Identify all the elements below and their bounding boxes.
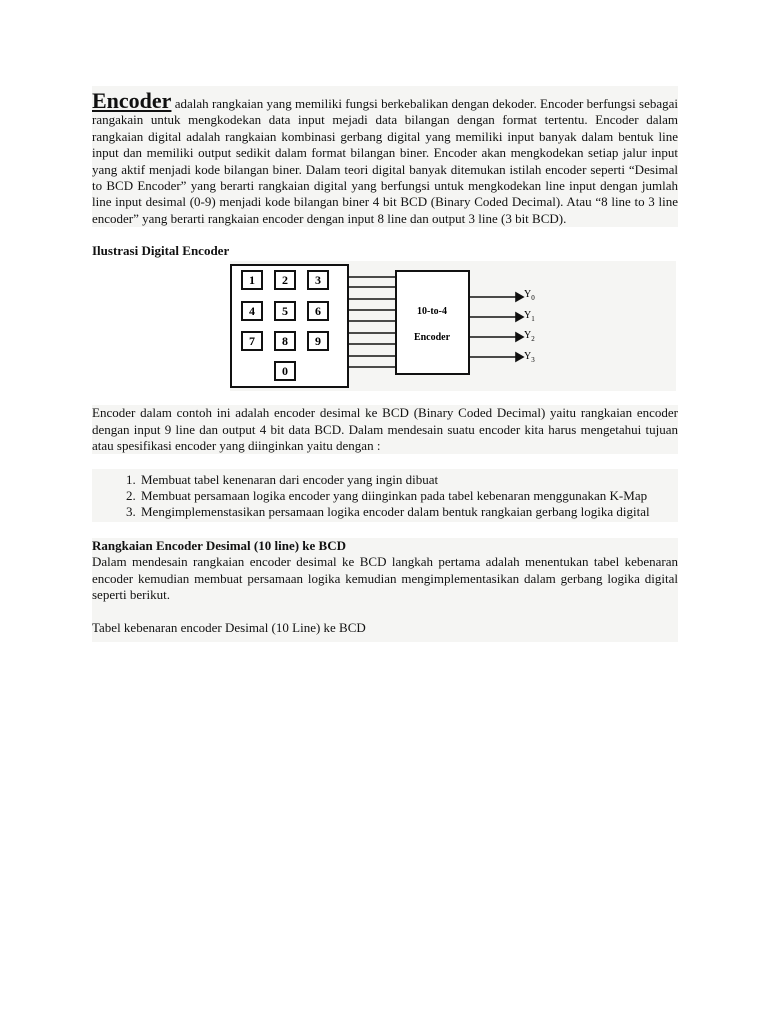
list-item: 3. Mengimplemenstasikan persamaan logika encoder dalam bentuk rangkaian gerbang logika digital xyxy=(139,504,678,520)
keypad-key-label-0: 0 xyxy=(282,364,288,379)
output-y0-label: $Y_0$ xyxy=(524,289,535,303)
keypad-key-label-2: 2 xyxy=(282,273,288,288)
table-caption: Tabel kebenaran encoder Desimal (10 Line) ke BCD xyxy=(92,619,366,635)
paragraph2-block xyxy=(92,405,678,454)
block-label-top: 10-to-4 xyxy=(417,306,447,318)
keypad-key-label-8: 8 xyxy=(282,334,288,349)
output-y1-label: $Y_1$ xyxy=(524,310,535,324)
output-y3-label: $Y_3$ xyxy=(524,351,535,365)
intro-block xyxy=(92,86,678,227)
list-item: 2. Membuat persamaan logika encoder yang diinginkan pada tabel kebenaran menggunakan K-Map xyxy=(139,488,678,504)
output-lines xyxy=(469,293,523,361)
encoder-block xyxy=(396,271,469,374)
output-y2-label: $Y_2$ xyxy=(524,330,535,344)
keypad-key-label-5: 5 xyxy=(282,304,288,319)
keypad-key-label-9: 9 xyxy=(315,334,321,349)
paragraph-2: Encoder dalam contoh ini adalah encoder desimal ke BCD (Binary Coded Decimal) yaitu rangkaian encoder dengan input 9 line dan output 4 bit data BCD. Dalam mendesain suatu encoder kita harus mengetahui tujuan atau spesifikasi encoder yang diinginkan yaitu dengan : xyxy=(92,405,678,454)
steps-block xyxy=(92,469,678,522)
section-heading: Rangkaian Encoder Desimal (10 line) ke BCD xyxy=(92,538,346,554)
encoder-title: Encoder xyxy=(92,88,172,113)
keypad-key-label-1: 1 xyxy=(249,273,255,288)
keypad-key-label-3: 3 xyxy=(315,273,321,288)
section-block xyxy=(92,538,678,642)
block-label-bottom: Encoder xyxy=(413,332,451,344)
encoder-diagram-svg xyxy=(230,261,676,391)
document-page xyxy=(92,86,678,642)
intro-paragraph xyxy=(92,90,678,227)
illustration-heading: Ilustrasi Digital Encoder xyxy=(92,243,230,259)
encoder-diagram xyxy=(230,261,676,391)
intro-text: adalah rangkaian yang memiliki fungsi berkebalikan dengan dekoder. Encoder berfungsi sebagai rangakain untuk mengkodekan data input mejadi data bilangan dengan format tertentu. Encoder dalam rangkaian digital adalah rangkaian kombinasi gerbang digital yang memiliki input banyak dalam bentuk line input dan memiliki output sedikit dalam format bilangan biner. Encoder akan mengkodekan setiap jalur input yang aktif menjadi kode bilangan biner. Dalam teori digital banyak ditemukan istilah encoder seperti “Desimal to BCD Encoder” yang berarti rangkaian digital yang berfungsi untuk mengkodekan line input dengan jumlah line input desimal (0-9) menjadi kode bilangan biner 4 bit BCD (Binary Coded Decimal). Atau “8 line to 3 line encoder” yang berarti rangkaian encoder dengan input 8 line dan output 3 line (3 bit BCD). xyxy=(92,96,678,226)
input-lines xyxy=(348,277,396,367)
keypad-key-label-4: 4 xyxy=(249,304,255,319)
list-item: 1. Membuat tabel kenenaran dari encoder yang ingin dibuat xyxy=(139,472,678,488)
keypad-key-label-6: 6 xyxy=(315,304,321,319)
section-paragraph: Dalam mendesain rangkaian encoder desimal ke BCD langkah pertama adalah menentukan tabel kebenaran encoder kemudian membuat persamaan logika kemudian mengimplementasikan dalam gerbang logika digital seperti berikut. xyxy=(92,554,678,603)
keypad-key-label-7: 7 xyxy=(249,334,255,349)
steps-list xyxy=(92,472,678,520)
